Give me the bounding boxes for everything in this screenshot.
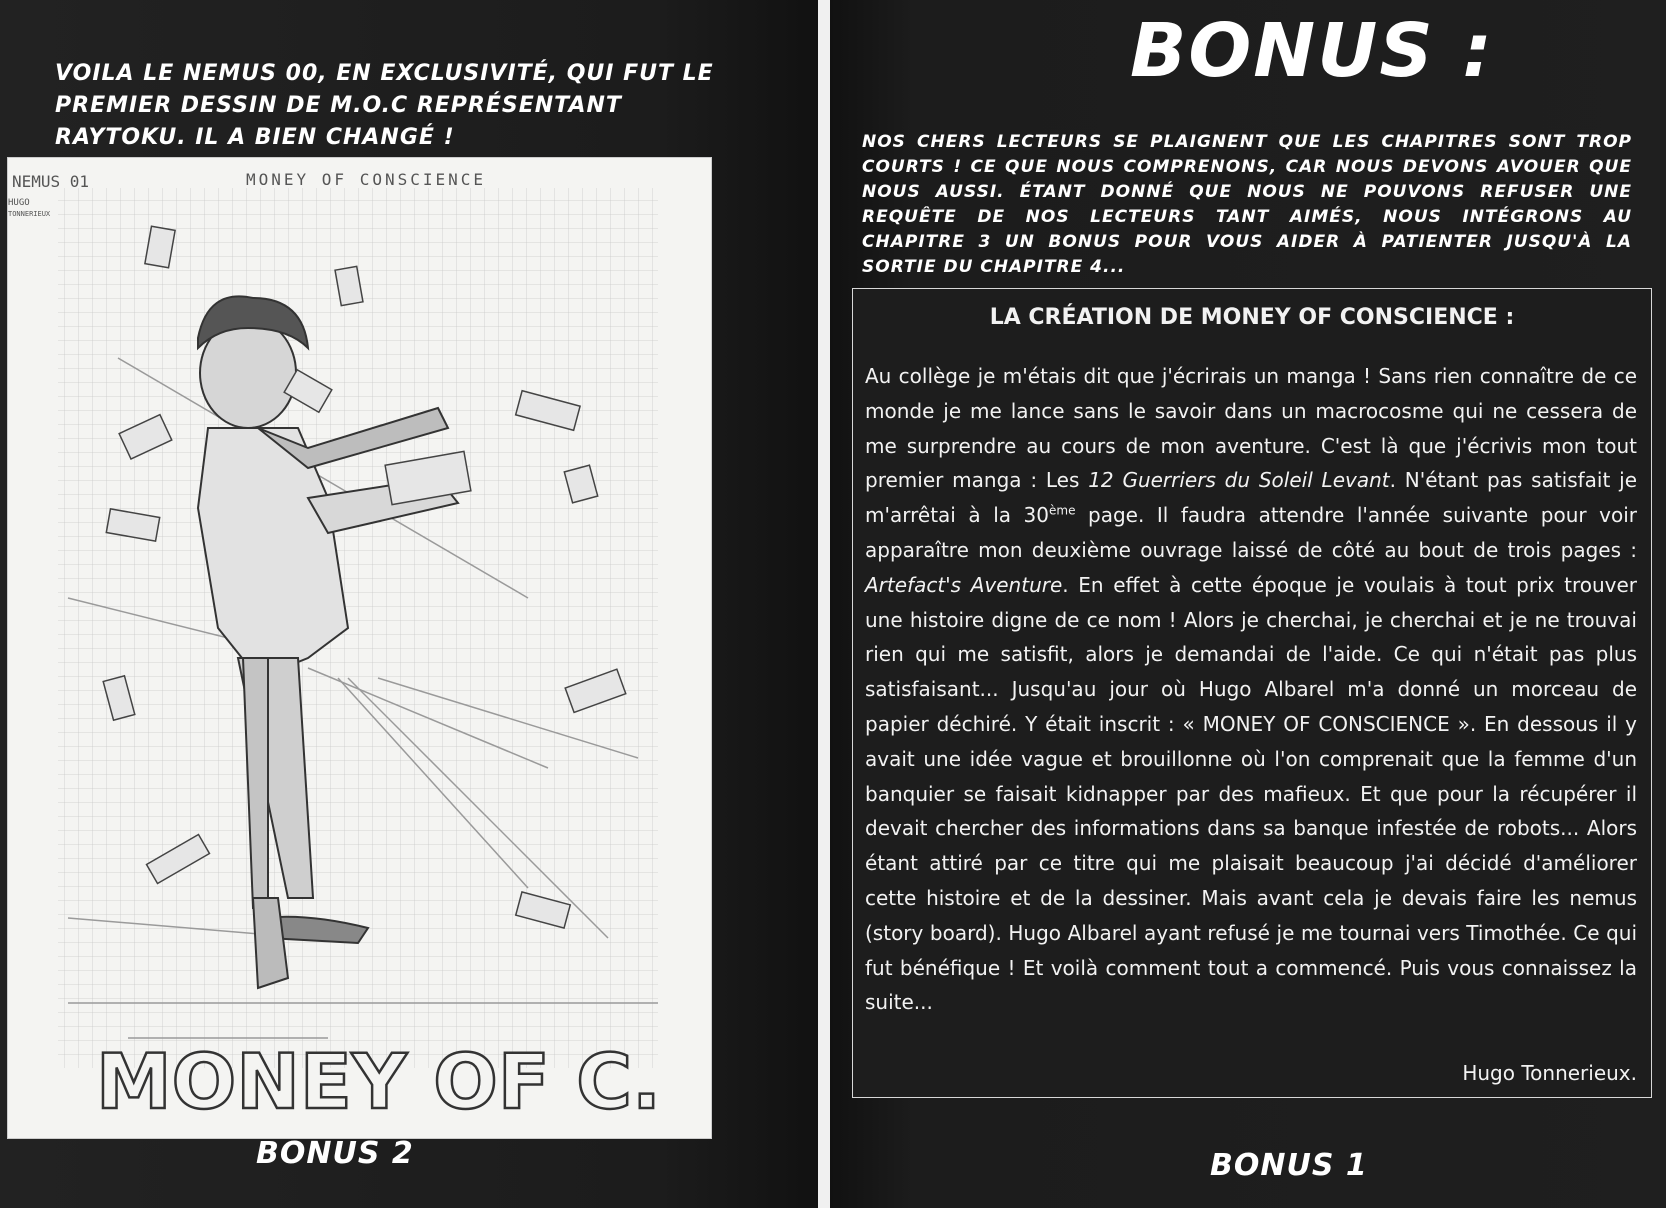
article-text-2: . N'étant pas satisfait je m'arrêtai à la 30 (865, 468, 1637, 528)
article-title-2: Artefact's Aventure (865, 572, 1063, 597)
article-body (865, 359, 1637, 1020)
bonus-title: BONUS : (1130, 8, 1494, 94)
sketch-title: MONEY OF C. (96, 1037, 661, 1126)
sketch-author-note: HUGO (8, 198, 30, 208)
sketch-corner-note: NEMUS 01 (12, 172, 90, 191)
article-heading: LA CRÉATION DE MONEY OF CONSCIENCE : (989, 305, 1515, 330)
article-text-1: Au collège je m'étais dit que j'écrirais un manga ! Sans rien connaître de ce monde je me lance sans le savoir dans un macrocosme qui ne cessera de me surprendre au cours de mon aventure. C'est là que j'écrivis mon tout premier manga : Les (865, 364, 1637, 493)
bonus-2-label: BONUS 2 (256, 1136, 414, 1171)
sketch-illustration (8, 158, 711, 1138)
article-signature: Hugo Tonnerieux. (1462, 1061, 1637, 1085)
sketch-header-note: MONEY OF CONSCIENCE (246, 170, 487, 189)
article-box (852, 288, 1652, 1098)
article-title-1: 12 Guerriers du Soleil Levant (1088, 468, 1390, 493)
article-text-4: . En effet à cette époque je voulais à tout prix trouver une histoire digne de ce nom ! Alors je cherchai, je cherchai et je ne trouvai rien qui me satisfit, alors je demandai de l'aide. Ce qui n'était pas plus satisfaisant... Jusqu'au jour où Hugo Albarel m'a donné un morceau de papier déchiré. Y était inscrit : « MONEY OF CONSCIENCE ». En dessous il y avait une idée vague et brouillonne où l'on comprenait que la femme d'un banquier se faisait kidnapper par des mafieux. Et que pour la récupérer il devait chercher des informations dans sa banque infestée de robots... Alors étant attiré par ce titre qui me plaisait beaucoup j'ai décidé d'améliorer cette histoire et de la dessiner. Mais avant cela je devais faire les nemus (story board). Hugo Albarel ayant refusé je me tournai vers Timothée. Ce qui fut bénéfique ! Et voilà comment tout a commencé. Puis vous connaissez la suite... (865, 572, 1637, 1015)
article-text-3: page. Il faudra attendre l'année suivante pour voir apparaître mon deuxième ouvrage laissé de côté au bout de trois pages : (865, 503, 1637, 562)
bonus-1-label: BONUS 1 (1210, 1148, 1368, 1183)
article-superscript: ème (1049, 503, 1076, 518)
left-page (0, 0, 822, 1208)
pencil-sketch (8, 158, 711, 1138)
left-intro-text: VOILA LE NEMUS 00, EN EXCLUSIVITÉ, QUI FUT LE PREMIER DESSIN DE M.O.C REPRÉSENTANT RAYTOKU. IL A BIEN CHANGÉ ! (55, 61, 714, 150)
right-intro-text: NOS CHERS LECTEURS SE PLAIGNENT QUE LES CHAPITRES SONT TROP COURTS ! CE QUE NOUS COMPRENONS, CAR NOUS DEVONS AVOUER QUE NOUS AUSSI. ÉTANT DONNÉ QUE NOUS NE POUVONS REFUSER UNE REQUÊTE DE NOS LECTEURS TANT AIMÉS, NOUS INTÉGRONS AU CHAPITRE 3 UN BONUS POUR VOUS AIDER À PATIENTER JUSQU'À LA SORTIE DU CHAPITRE 4... (862, 132, 1632, 277)
sketch-author-note-2: TONNERIEUX (8, 210, 51, 218)
